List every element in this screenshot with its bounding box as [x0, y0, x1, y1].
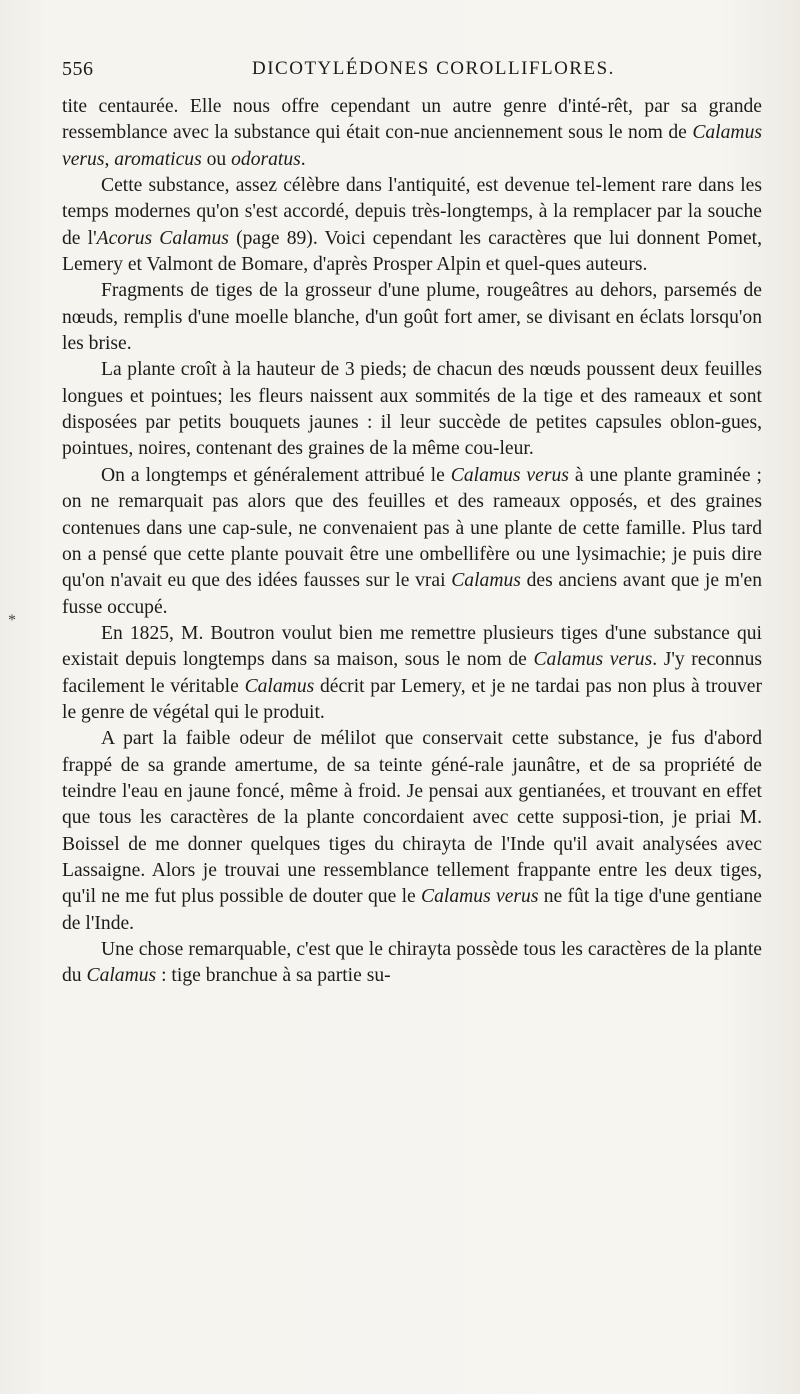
- page-number: 556: [62, 58, 94, 80]
- paragraph: [62, 94, 762, 173]
- text-run: : tige branchue à sa partie su-: [156, 965, 391, 987]
- italic-term: Calamus verus: [421, 886, 539, 908]
- italic-term: Calamus: [451, 570, 521, 592]
- text-run: En 1825, M. Boutron voulut bien me remettre plusieurs tiges d'une substance qui existait depuis longtemps dans sa maison, sous le nom de: [62, 622, 762, 671]
- italic-term: odoratus: [231, 148, 301, 170]
- text-run: . J'y reconnus facilement le véritable: [62, 649, 762, 697]
- text-run: des anciens avant que je m'en fusse occupé.: [62, 570, 762, 618]
- body-text: [62, 94, 762, 990]
- text-run: .: [300, 148, 306, 170]
- italic-term: Calamus: [86, 965, 157, 987]
- text-run: On a longtemps et généralement attribué le: [101, 464, 451, 486]
- running-head: DICOTYLÉDONES COROLLIFLORES.: [252, 58, 615, 79]
- text-run: Fragments de tiges de la grosseur d'une plume, rougeâtres au dehors, parsemés de nœuds, remplis d'une moelle blanche, d'un goût fort amer, se divisant en éclats lorsqu'on les brise.: [62, 280, 762, 355]
- text-run: à une plante graminée ; on ne remarquait pas alors que des feuilles et des rameaux opposés, et des graines contenues dans une cap-sule, ne convenaient pas à une plante de cette famille. Plus tard on a pensé que cette plante pouvait être une ombellifère ou une lysimachie; je puis dire qu'on n'avait eu que des idées fausses sur le vrai: [62, 464, 762, 592]
- italic-term: Calamus verus: [62, 122, 762, 170]
- text-run: ne fût la tige d'une gentiane de l'Inde.: [62, 886, 762, 934]
- text-run: ou: [201, 148, 232, 170]
- margin-mark: *: [8, 612, 16, 629]
- italic-term: Acorus Calamus: [96, 227, 229, 249]
- paragraph: [62, 621, 762, 726]
- paragraph: [62, 357, 762, 462]
- italic-term: Calamus: [244, 675, 315, 697]
- page-header: [62, 58, 762, 84]
- text-run: décrit par Lemery, et je ne tardai pas non plus à trouver le genre de végétal qui le produit.: [62, 675, 763, 723]
- paragraph: [62, 726, 762, 937]
- paragraph: [62, 463, 762, 621]
- italic-term: aromaticus: [114, 148, 202, 170]
- italic-term: Calamus verus: [450, 464, 569, 486]
- paragraph: [62, 278, 762, 357]
- text-run: ,: [104, 148, 115, 170]
- italic-term: Calamus verus: [533, 649, 653, 671]
- text-run: Une chose remarquable, c'est que le chirayta possède tous les caractères de la plante du: [62, 939, 762, 987]
- text-run: (page 89). Voici cependant les caractères que lui donnent Pomet, Lemery et Valmont de Bomare, d'après Prosper Alpin et quel-ques auteurs.: [62, 227, 762, 276]
- paragraph: [62, 937, 762, 990]
- text-run: tite centaurée. Elle nous offre cependant un autre genre d'inté-rêt, par sa grande ressemblance avec la substance qui était con-nue anciennement sous le nom de: [62, 96, 762, 144]
- text-run: La plante croît à la hauteur de 3 pieds; de chacun des nœuds poussent deux feuilles longues et pointues; les fleurs naissent aux sommités de la tige et des rameaux et sont disposées par petits bouquets jaunes : il leur succède de petites capsules oblon-gues, pointues, noires, contenant des graines de la même cou-leur.: [62, 359, 762, 460]
- text-run: A part la faible odeur de mélilot que conservait cette substance, je fus d'abord frappé de sa grande amertume, de sa teinte géné-rale jaunâtre, et de sa propriété de teindre l'eau en jaune foncé, même à froid. Je pensai aux gentianées, et trouvant en effet que tous les caractères de la plante concordaient avec cette supposi-tion, je priai M. Boissel de me donner quelques tiges du chirayta de l'Inde qu'il avait analysées avec Lassaigne. Alors je trouvai une ressemblance tellement frappante entre les deux tiges, qu'il ne me fut plus possible de douter que le: [62, 728, 762, 908]
- text-run: Cette substance, assez célèbre dans l'antiquité, est devenue tel-lement rare dans les temps modernes qu'on s'est accordé, depuis très-longtemps, à la remplacer par la souche de l': [62, 175, 762, 249]
- paragraph: [62, 173, 762, 278]
